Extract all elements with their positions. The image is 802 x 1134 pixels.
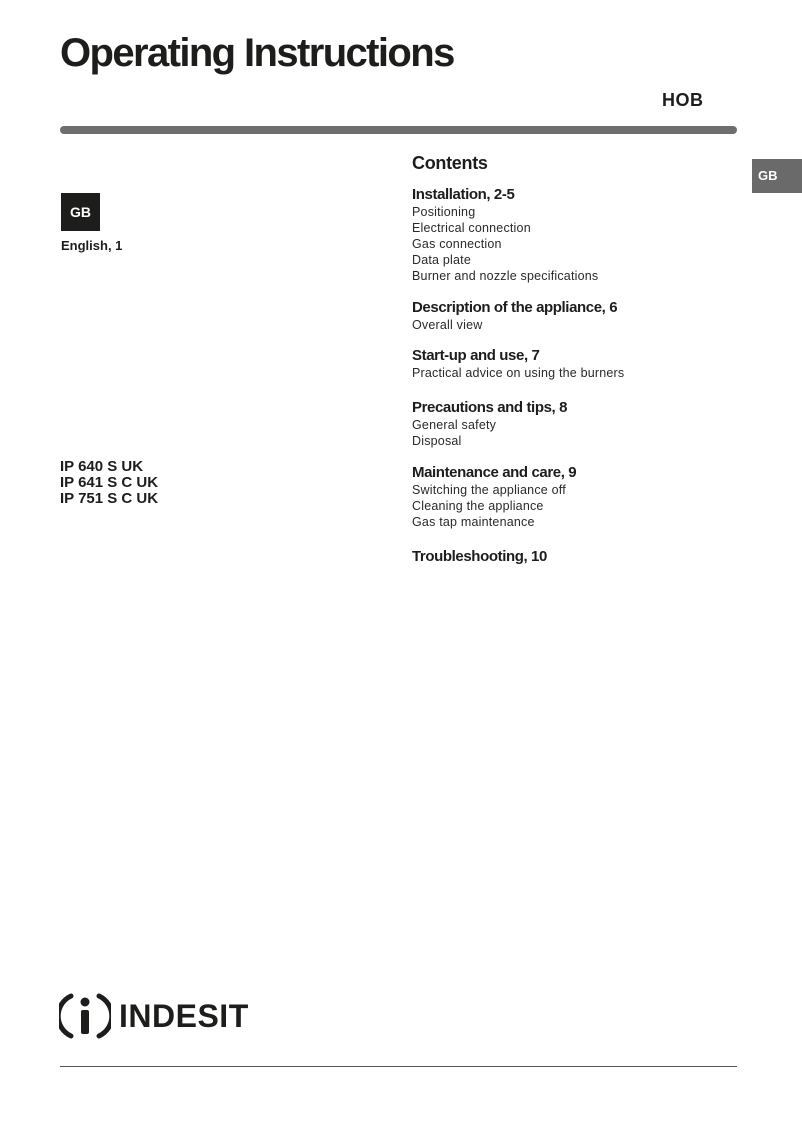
indesit-logo	[59, 990, 249, 1042]
contents-section-startup	[412, 347, 742, 381]
section-item: Electrical connection	[412, 221, 531, 235]
section-item: Cleaning the appliance	[412, 499, 544, 513]
page-title: Operating Instructions	[60, 31, 454, 75]
model-name: IP 641 S C UK	[60, 474, 159, 491]
language-side-tab: GB	[752, 159, 802, 193]
section-title: Troubleshooting, 10	[412, 548, 547, 565]
section-item: Burner and nozzle specifications	[412, 269, 599, 283]
section-item: Data plate	[412, 253, 471, 267]
contents-title: Contents	[412, 153, 488, 173]
language-badge: GB	[61, 193, 100, 231]
section-title: Installation, 2-5	[412, 186, 515, 203]
section-title: Start-up and use, 7	[412, 347, 540, 364]
model-name: IP 640 S UK	[60, 458, 144, 475]
contents-section-precautions	[412, 399, 742, 449]
section-title: Maintenance and care, 9	[412, 464, 577, 481]
header-divider	[60, 126, 737, 134]
product-type: HOB	[662, 90, 704, 110]
section-item: Disposal	[412, 434, 462, 448]
section-title: Precautions and tips, 8	[412, 399, 568, 416]
section-item: Gas tap maintenance	[412, 515, 535, 529]
model-name: IP 751 S C UK	[60, 490, 159, 507]
section-item: Switching the appliance off	[412, 483, 566, 497]
indesit-logo-icon	[59, 990, 111, 1042]
section-item: Gas connection	[412, 237, 502, 251]
section-item: Overall view	[412, 318, 483, 332]
section-title: Description of the appliance, 6	[412, 299, 618, 316]
section-item: General safety	[412, 418, 497, 432]
section-item: Practical advice on using the burners	[412, 366, 625, 380]
table-of-contents	[412, 152, 742, 566]
language-label: English, 1	[61, 238, 123, 253]
contents-section-description	[412, 299, 742, 333]
section-item: Positioning	[412, 205, 476, 219]
contents-section-maintenance	[412, 464, 742, 530]
contents-section-troubleshooting	[412, 548, 742, 566]
footer-divider	[60, 1066, 737, 1067]
model-list	[60, 459, 158, 507]
contents-section-installation	[412, 186, 742, 284]
brand-name: INDESIT	[119, 998, 249, 1034]
